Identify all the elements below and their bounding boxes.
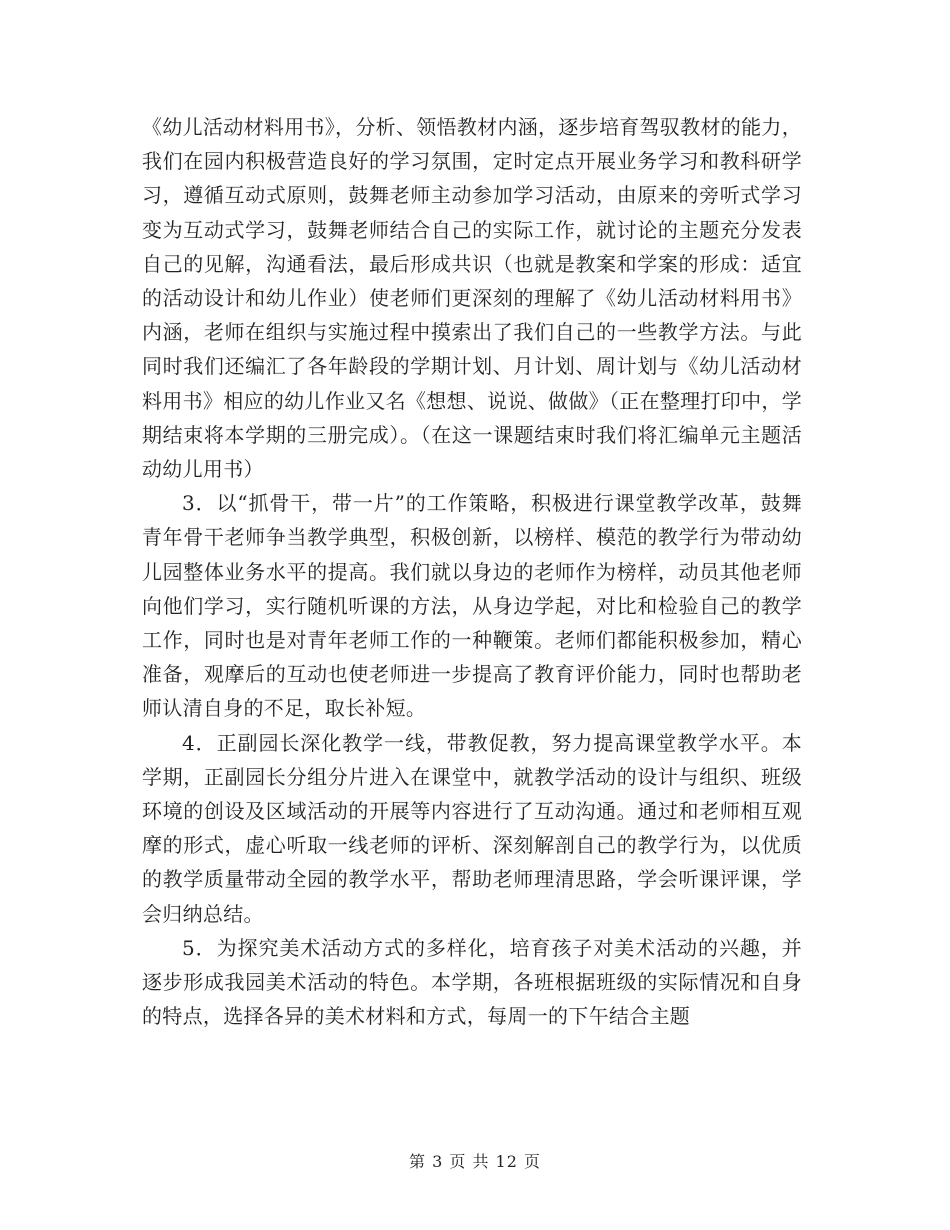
document-body	[142, 110, 802, 1033]
paragraph-continuation: 《幼儿活动材料用书》，分析、领悟教材内涵，逐步培育驾驭教材的能力，我们在园内积极营造良好的学习氛围，定时定点开展业务学习和教科研学习，遵循互动式原则，鼓舞老师主动参加学习活动，由原来的旁听式学习变为互动式学习，鼓舞老师结合自己的实际工作，就讨论的主题充分发表自己的见解，沟通看法，最后形成共识（也就是教案和学案的形成：适宜的活动设计和幼儿作业）使老师们更深刻的理解了《幼儿活动材料用书》内涵，老师在组织与实施过程中摸索出了我们自己的一些教学方法。与此同时我们还编汇了各年龄段的学期计划、月计划、周计划与《幼儿活动材料用书》相应的幼儿作业又名《想想、说说、做做》（正在整理打印中，学期结束将本学期的三册完成）。（在这一课题结束时我们将汇编单元主题活动幼儿用书）	[142, 115, 802, 482]
paragraph-item-4: 4．正副园长深化教学一线，带教促教，努力提高课堂教学水平。本学期，正副园长分组分片进入在课堂中，就教学活动的设计与组织、班级环境的创设及区域活动的开展等内容进行了互动沟通。通过和老师相互观摩的形式，虚心听取一线老师的评析、深刻解剖自己的教学行为，以优质的教学质量带动全园的教学水平，帮助老师理清思路，学会听课评课，学会归纳总结。	[142, 730, 802, 926]
page-number-footer: 第 3 页 共 12 页	[409, 1152, 541, 1171]
paragraph-item-5: 5．为探究美术活动方式的多样化，培育孩子对美术活动的兴趣，并逐步形成我园美术活动的特色。本学期，各班根据班级的实际情况和自身的特点，选择各异的美术材料和方式，每周一的下午结合主题	[142, 935, 802, 1029]
paragraph-item-3: 3．以“抓骨干，带一片”的工作策略，积极进行课堂教学改革，鼓舞青年骨干老师争当教学典型，积极创新，以榜样、模范的教学行为带动幼儿园整体业务水平的提高。我们就以身边的老师作为榜样，动员其他老师向他们学习，实行随机听课的方法，从身边学起，对比和检验自己的教学工作，同时也是对青年老师工作的一种鞭策。老师们都能积极参加，精心准备，观摩后的互动也使老师进一步提高了教育评价能力，同时也帮助老师认清自身的不足，取长补短。	[142, 491, 802, 721]
